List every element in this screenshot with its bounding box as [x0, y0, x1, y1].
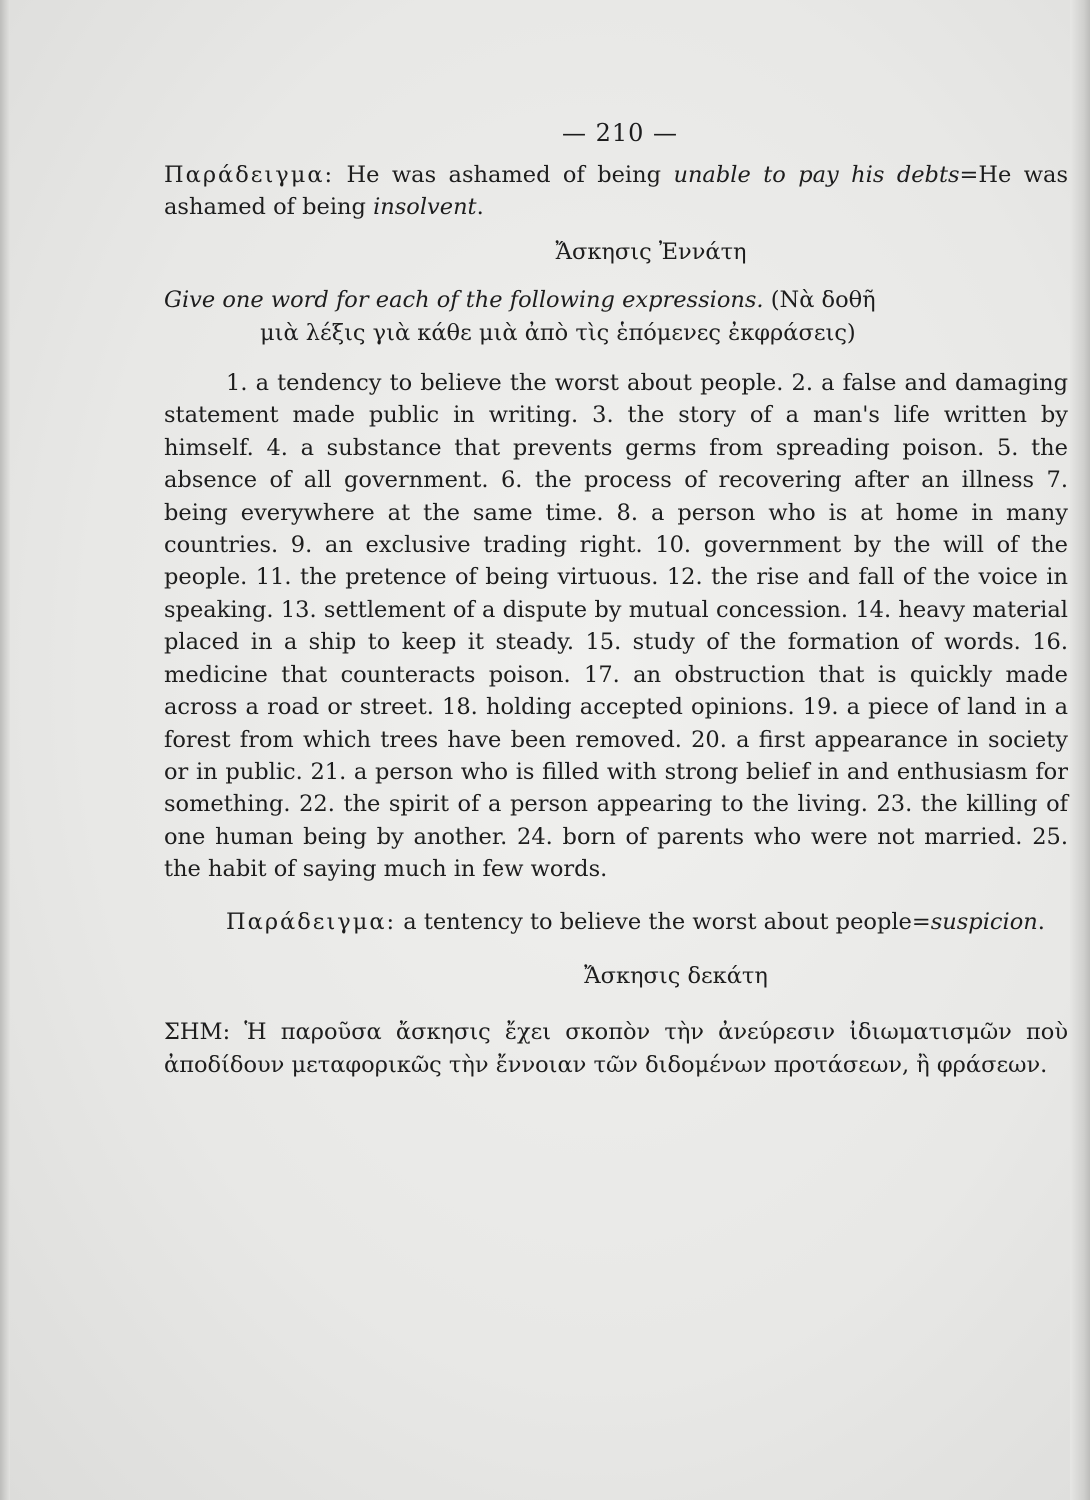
example-1-label: Παράδειγμα: [164, 162, 335, 188]
page-content [164, 115, 1068, 1081]
example-2 [164, 906, 1068, 938]
note-label: ΣΗΜ: [164, 1019, 231, 1046]
exercise-9-instruction [164, 284, 1068, 349]
instruction-greek-1: (Νὰ δοθῆ [763, 287, 876, 314]
example-1 [164, 159, 1068, 224]
page-edge-right [1070, 0, 1090, 1500]
example-1-text-c: . [476, 194, 484, 221]
page-edge-left [0, 0, 10, 1500]
example-1-text-b: =He was ashamed of being [164, 162, 1068, 221]
exercise-10-heading: Ἄσκησις δεκάτη [584, 962, 768, 989]
exercise-9-heading: Ἄσκησις Ἐννάτη [555, 238, 747, 265]
instruction-english: Give one word for each of the following expressions. [164, 287, 764, 314]
example-2-label: Παράδειγμα: [226, 908, 397, 935]
instruction-greek-2: μιὰ λέξις γιὰ κάθε μιὰ ἀπὸ τὶς ἑπόμενες ἐκφράσεις) [260, 319, 856, 346]
example-1-italic-b: insolvent [373, 194, 477, 221]
page-number: — 210 — [561, 119, 679, 147]
instruction-line-1 [164, 284, 1068, 316]
note-text: Ἡ παροῦσα ἄσκησις ἔχει σκοπὸν τὴν ἀνεύρεσιν ἰδιωματισμῶν ποὺ ἀποδίδουν μεταφορικῶς τὴν ἔννοιαν τῶν διδομένων προτάσεων, ἢ φράσεων. [164, 1019, 1068, 1078]
example-2-text-a: a tentency to believe the worst about people= [396, 908, 931, 935]
example-2-italic-a: suspicion [930, 908, 1038, 935]
exercise-10-note [164, 1016, 1068, 1081]
exercise-9-body: 1. a tendency to believe the worst about people. 2. a false and damaging statement made public in writing. 3. the story of a man's life written by himself. 4. a substance that prevents germs from spreading poison. 5. the absence of all government. 6. the process of recovering after an illness 7. being everywhere at the same time. 8. a person who is at home in many countries. 9. an exclusive trading right. 10. government by the will of the people. 11. the pretence of being virtuous. 12. the rise and fall of the voice in speaking. 13. settlement of a dispute by mutual concession. 14. heavy material placed in a ship to keep it steady. 15. study of the formation of words. 16. medicine that counteracts poison. 17. an obstruction that is quickly made across a road or street. 18. holding accepted opinions. 19. a piece of land in a forest from which trees have been removed. 20. a first appearance in society or in public. 21. a person who is filled with strong belief in and enthusiasm for something. 22. the spirit of a person appearing to the living. 23. the killing of one human being by another. 24. born of parents who were not married. 25. the habit of saying much in few words. [164, 370, 1068, 883]
example-1-italic-a: unable to pay his debts [673, 162, 960, 188]
example-2-text-b: . [1037, 908, 1045, 935]
example-1-text-a: He was ashamed of being [334, 162, 674, 188]
